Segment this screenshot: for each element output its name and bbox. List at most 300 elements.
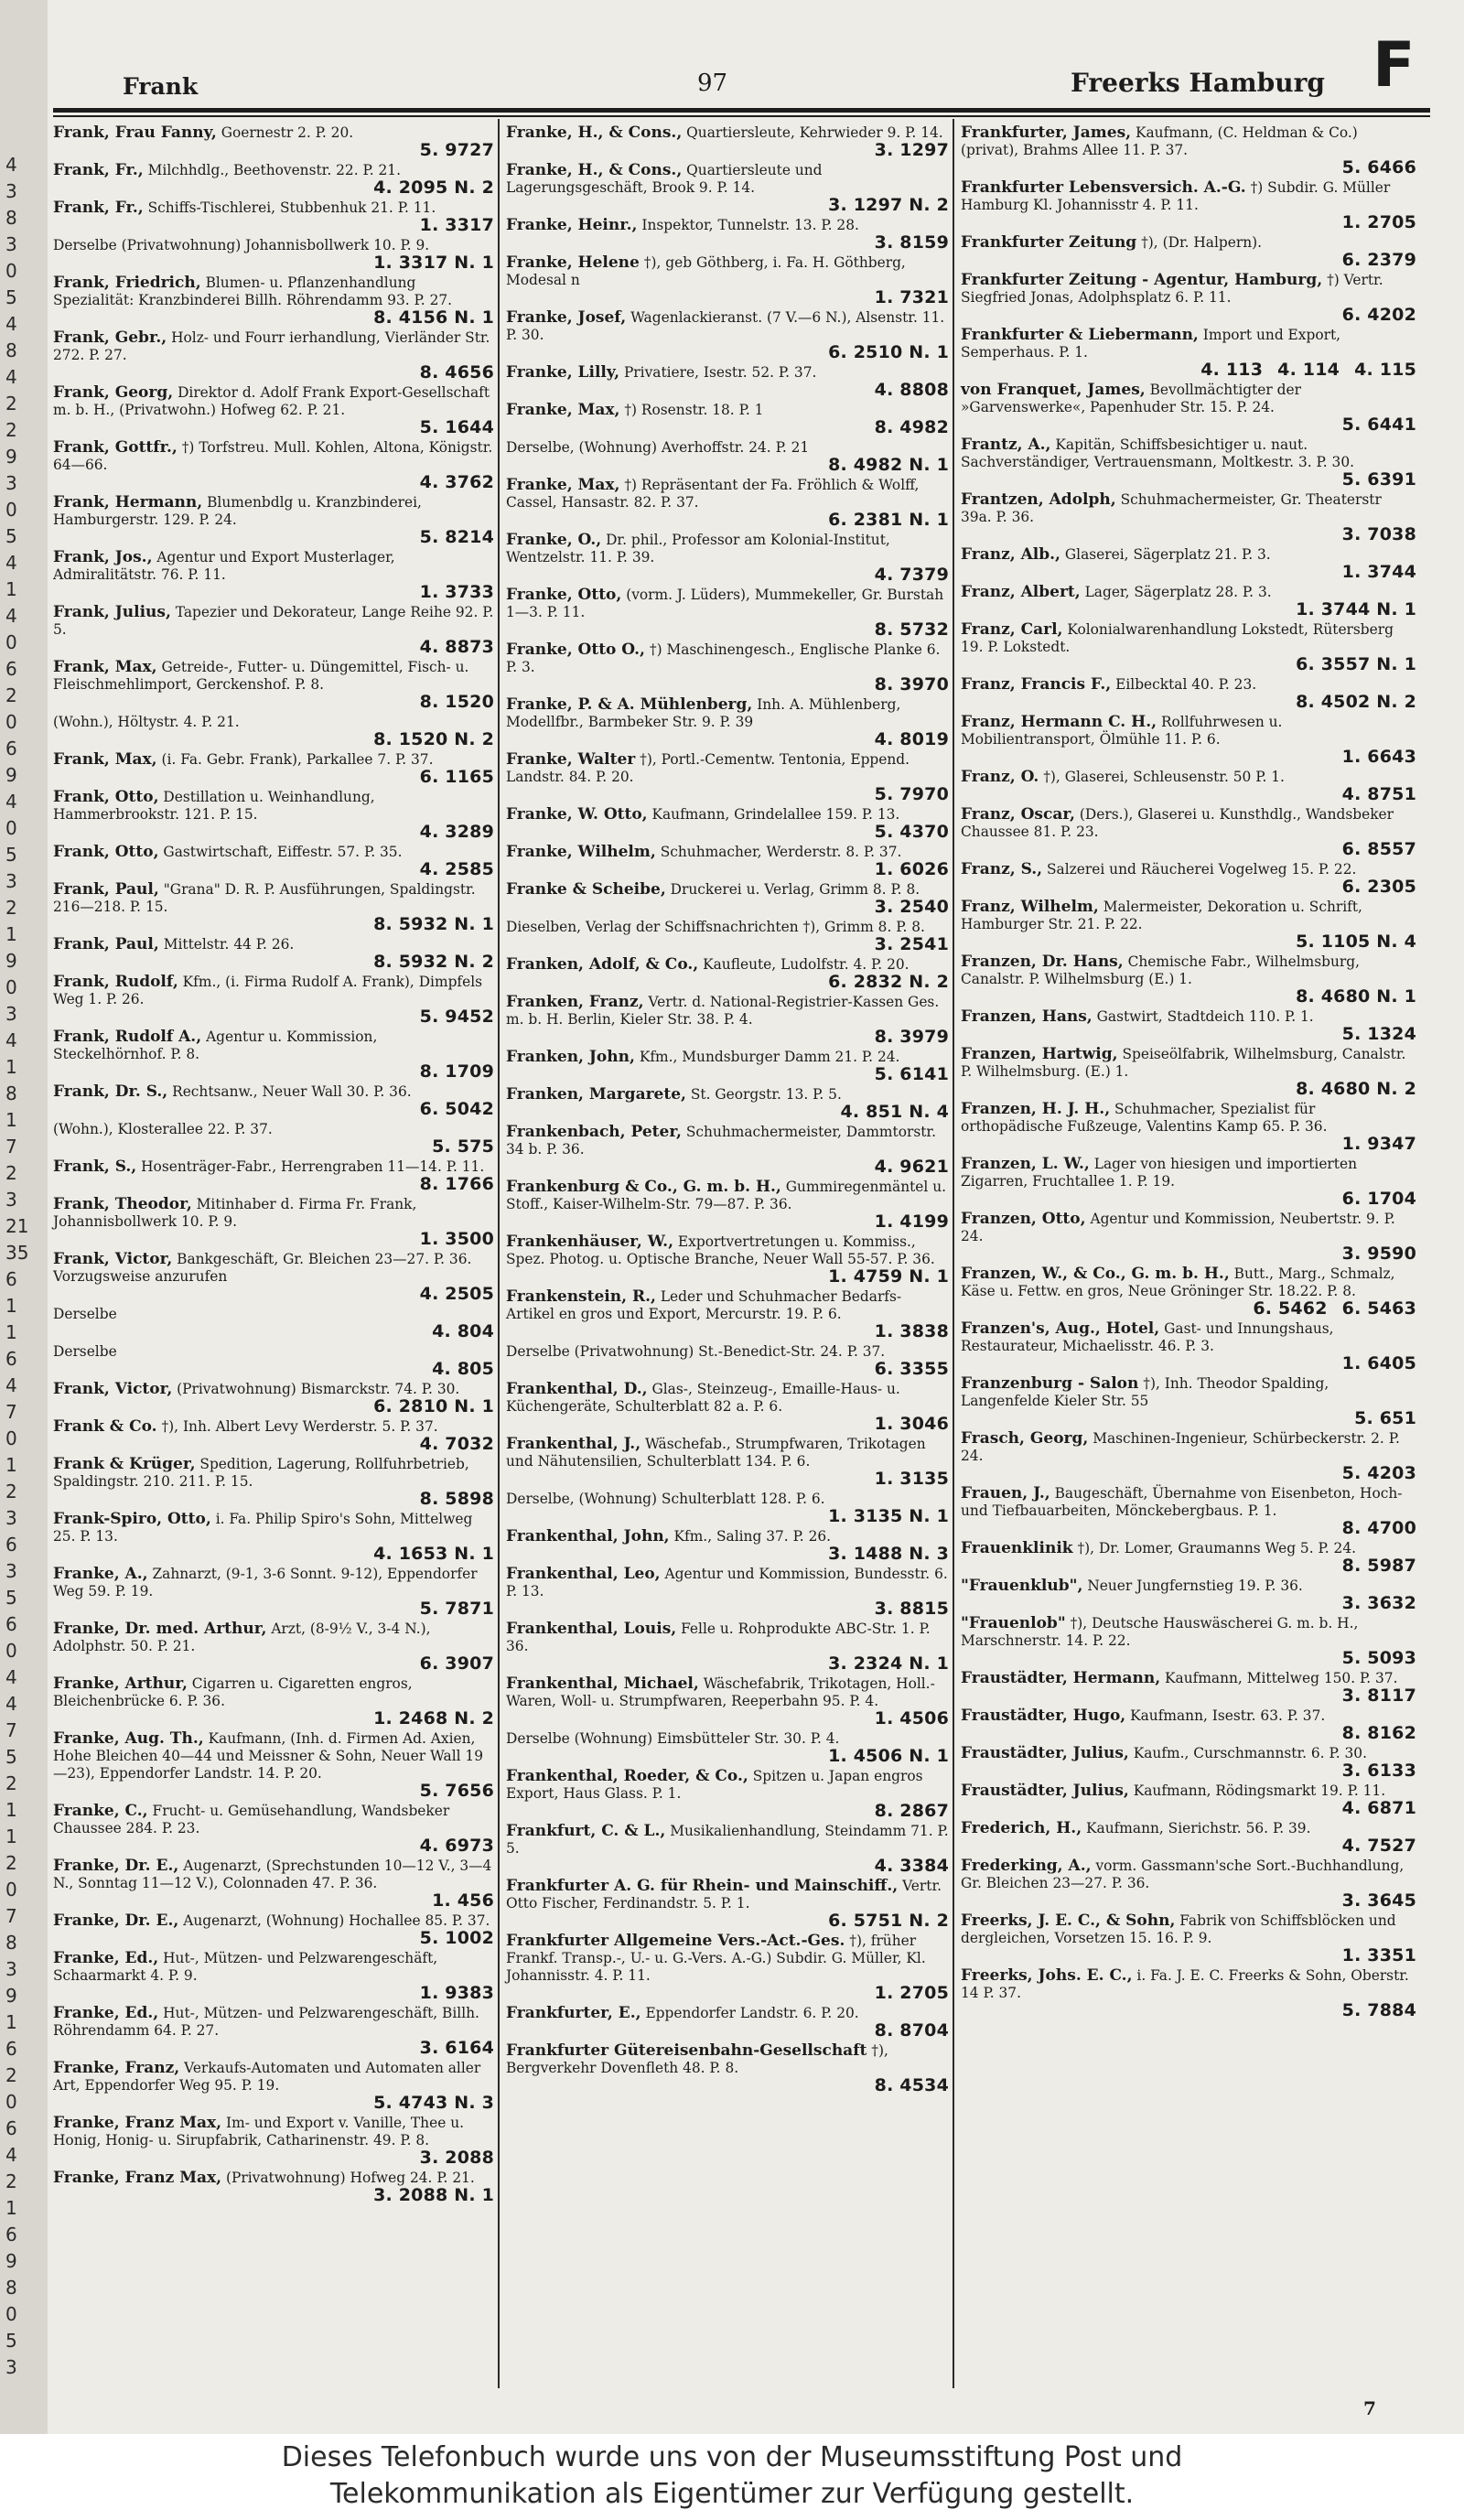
margin-fragment: 5 [5,286,17,308]
phone-number: 8. 3979 [874,1027,949,1047]
directory-entry [502,2042,949,2095]
directory-entry [502,956,949,991]
entry-name: Frankfurter Lebensversich. A.-G. [961,178,1246,197]
directory-entry [49,1381,494,1416]
directory-entry [502,641,949,694]
margin-fragment: 2 [5,1162,17,1184]
directory-entry [502,309,949,361]
directory-entry [502,587,949,639]
margin-fragment: 2 [5,1772,17,1794]
directory-entry [49,789,494,841]
entry-details: Kfm., Mundsburger Damm 21. P. 24. [639,1049,900,1065]
phone-number: 5. 9727 [419,140,494,160]
directory-entry [957,1820,1416,1855]
directory-entry [957,1670,1416,1705]
phone-number: 5. 1644 [419,417,494,437]
phone-number: 4. 1653 N. 1 [373,1544,494,1564]
directory-entry [957,272,1416,324]
entry-details: Musikalienhandlung, Steindamm 71. P. 5. [506,1823,949,1857]
entry-details: Schuhmacher, Werderstr. 8. P. 37. [660,844,902,860]
entry-details: Dr. phil., Professor am Kolonial-Institut, Wentzelstr. 11. P. 39. [506,532,890,565]
entry-name: Franke, Dr. E., [53,1857,179,1875]
phone-number: 3. 8159 [874,232,949,253]
phone-number: 6. 3355 [874,1359,949,1379]
entry-name: Franke, Heinr., [506,216,638,234]
entry-name: Franke, H., & Cons., [506,161,683,179]
margin-fragment: 1 [5,578,17,600]
phone-number: 1. 3744 N. 1 [1296,599,1416,619]
margin-fragment: 9 [5,2250,17,2272]
entry-name: Frankenbach, Peter, [506,1123,682,1141]
directory-entry [502,1675,949,1728]
entry-details: Blumen- u. Pflanzenhandlung Spezialität: Kranzbinderei Billh. Röhrendamm 93. P. 27. [53,275,453,308]
phone-number: 8. 5898 [419,1489,494,1509]
margin-fragment: 0 [5,976,17,998]
directory-entry [502,1491,949,1525]
directory-entry [49,2005,494,2057]
entry-name: Fraustädter, Hugo, [961,1707,1126,1725]
margin-fragment: 3 [5,180,17,202]
entry-details: †) Subdir. G. Müller Hamburg Kl. Johannisstr 4. P. 11. [961,179,1391,213]
phone-number: 1. 4506 [874,1708,949,1728]
margin-fragment: 4 [5,552,17,574]
entry-name: Frank, Frau Fanny, [53,124,217,142]
phone-number: 6. 8557 [1341,839,1416,859]
margin-fragment: 9 [5,764,17,786]
directory-entry [49,2115,494,2167]
entry-details: Goernestr 2. P. 20. [221,124,354,141]
phone-number: 4. 6973 [419,1836,494,1856]
directory-entry [49,2170,494,2204]
phone-number: 1. 2705 [1341,212,1416,232]
phone-number: 4. 2505 [419,1284,494,1304]
phone-number: 8. 4982 N. 1 [828,455,949,475]
entry-details: Exportvertretungen u. Kommiss., Spez. Photog. u. Optische Branche, Neuer Wall 55-57. P. 36. [506,1233,935,1267]
phone-number: 3. 6133 [1341,1761,1416,1781]
entry-details: Spitzen u. Japan engros Export, Haus Glass. P. 1. [506,1768,923,1802]
entry-name: Franzen, Otto, [961,1210,1086,1228]
phone-number: 3. 8815 [874,1599,949,1619]
entry-details: Kaufmann, Rödingsmarkt 19. P. 11. [1133,1782,1386,1799]
entry-name: Fraustädter, Hermann, [961,1669,1161,1687]
entry-name: Franke, Otto O., [506,641,645,659]
entry-name: Frankenburg & Co., G. m. b. H., [506,1178,781,1196]
margin-fragment: 2 [5,419,17,441]
entry-name: Frankfurt, C. & L., [506,1822,666,1840]
entry-details: Mittelstr. 44 P. 26. [163,936,295,953]
phone-number: 8. 8704 [874,2020,949,2041]
entry-details: Milchhdlg., Beethovenstr. 22. P. 21. [147,162,401,178]
margin-fragment: 8 [5,1082,17,1104]
entry-details: Arzt, (8-9½ V., 3-4 N.), Adolphstr. 50. P. 21. [53,1621,431,1654]
entry-name: Frankenstein, R., [506,1287,656,1306]
directory-entry [957,327,1416,379]
entry-details: Maschinen-Ingenieur, Schürbeckerstr. 2. P. 24. [961,1430,1400,1464]
entry-name: Franzen, L. W., [961,1155,1090,1173]
margin-fragment: 4 [5,605,17,627]
margin-fragment: 0 [5,711,17,733]
margin-fragment: 2 [5,2170,17,2192]
margin-fragment: 2 [5,1852,17,1874]
directory-entry [502,1049,949,1083]
margin-fragment: 3 [5,472,17,494]
entry-name: Franke, Ed., [53,1949,159,1967]
margin-fragment: 1 [5,1295,17,1317]
entry-name: Franke, Josef, [506,308,627,327]
phone-number: 5. 7970 [874,784,949,804]
margin-fragment: 2 [5,897,17,919]
directory-entry [49,714,494,748]
entry-details: Kolonialwarenhandlung Lokstedt, Rütersberg 19. P. Lokstedt. [961,621,1394,655]
entry-name: Frankenthal, J., [506,1435,641,1453]
phone-number: 8. 1520 [419,692,494,712]
entry-details: Destillation u. Weinhandlung, Hammerbrookstr. 121. P. 15. [53,789,375,823]
margin-fragment: 1 [5,1321,17,1343]
entry-details: Gummiregenmäntel u. Stoff., Kaiser-Wilhelm-Str. 79—87. P. 36. [506,1179,947,1212]
entry-name: Frankenthal, John, [506,1527,670,1545]
entry-details: Chemische Fabr., Wilhelmsburg, Canalstr. P. Wilhelmsburg (E.) 1. [961,953,1361,987]
running-head-left: Frank [123,73,199,100]
margin-fragment: 7 [5,1401,17,1423]
phone-number: 3. 2541 [874,934,949,954]
directory-entry [957,714,1416,766]
directory-entry [49,2060,494,2112]
entry-details: †), Dr. Lomer, Graumanns Weg 5. P. 24. [1077,1540,1357,1556]
entry-details: †), Bergverkehr Dovenfleth 48. P. 8. [506,2042,888,2076]
entry-name: Franke, C., [53,1802,148,1820]
phone-number: 3. 1297 [874,140,949,160]
entry-details: Agentur u. Kommission, Steckelhörnhof. P. 8. [53,1028,378,1062]
entry-name: Frank, Rudolf, [53,973,178,991]
entry-name: Frank, Friedrich, [53,274,201,292]
phone-number: 8. 4680 N. 2 [1296,1079,1416,1099]
entry-details: †), (Dr. Halpern). [1141,234,1263,251]
directory-entry [502,919,949,953]
directory-entry [957,1101,1416,1153]
phone-number: 8. 1766 [419,1174,494,1194]
phone-number: 4. 7032 [419,1434,494,1454]
margin-fragment: 5 [5,2330,17,2352]
phone-number: 8. 5932 N. 2 [373,952,494,972]
margin-fragment: 0 [5,260,17,282]
entry-details: Schuhmachermeister, Gr. Theaterstr 39a. P. 36. [961,491,1382,525]
directory-entry [49,329,494,382]
entry-details: i. Fa. J. E. C. Freerks & Sohn, Oberstr. 14 P. 37. [961,1967,1409,2001]
directory-entry [957,676,1416,711]
margin-fragment: 4 [5,2144,17,2166]
entry-name: Frank, Fr., [53,161,144,179]
directory-entry [49,1456,494,1508]
directory-entry [49,1912,494,1947]
phone-number: 1. 6405 [1341,1353,1416,1373]
directory-entry [49,1418,494,1453]
phone-number: 6. 5463 [1341,1298,1416,1319]
entry-name: Frank, Max, [53,750,157,769]
margin-fragment: 1 [5,1799,17,1821]
entry-name: Frank-Spiro, Otto, [53,1510,211,1528]
margin-fragment: 21 [5,1215,29,1237]
phone-number: 4. 9621 [874,1157,949,1177]
entry-details: Quartiersleute und Lagerungsgeschäft, Brook 9. P. 14. [506,162,823,196]
directory-entry [49,1028,494,1081]
entry-details: Vertr. Otto Fischer, Ferdinandstr. 5. P. 1. [506,1878,942,1912]
directory-entry [502,1436,949,1488]
entry-name: Franke, Lilly, [506,363,620,382]
entry-details: Hut-, Mützen- und Pelzwarengeschäft, Billh. Röhrendamm 64. P. 27. [53,2005,479,2039]
directory-entry [49,199,494,234]
margin-fragment: 6 [5,2117,17,2139]
directory-entry [502,1823,949,1875]
phone-number: 3. 2540 [874,897,949,917]
margin-fragment: 0 [5,2091,17,2113]
phone-number: 6. 1704 [1341,1189,1416,1209]
margin-fragment: 6 [5,1268,17,1290]
entry-details: Im- und Export v. Vanille, Thee u. Honig, Honig- u. Sirupfabrik, Catharinenstr. 49. P. 8. [53,2115,465,2148]
phone-number: 1. 2468 N. 2 [373,1708,494,1728]
margin-fragment: 0 [5,1427,17,1449]
entry-name: Franke, A., [53,1565,148,1583]
phone-number: 3. 3632 [1341,1593,1416,1613]
entry-details: Fabrik von Schiffsblöcken und dergleichen, Vorsetzen 15. 16. P. 9. [961,1912,1396,1946]
entry-details: Vertr. d. National-Registrier-Kassen Ges. m. b. H. Berlin, Kieler Str. 38. P. 4. [506,994,940,1028]
phone-number: 5. 8214 [419,527,494,547]
margin-fragment: 1 [5,2197,17,2219]
phonebook-page [48,0,1464,2434]
phone-number: 4. 8873 [419,637,494,657]
margin-fragment: 0 [5,1640,17,1662]
phone-number: 4. 6871 [1341,1798,1416,1818]
directory-entry [957,1320,1416,1373]
directory-entry [502,1233,949,1286]
entry-name: Frank, Jos., [53,548,153,566]
running-head-right: Freerks Hamburg [1071,68,1325,98]
directory-entry [957,1707,1416,1742]
directory-entry [502,751,949,803]
entry-details: Derselbe [53,1343,117,1360]
margin-fragment: 4 [5,791,17,813]
entry-details: Quartiersleute, Kehrwieder 9. P. 14. [686,124,943,141]
phone-number: 8. 1520 N. 2 [373,729,494,749]
phone-number: 1. 6026 [874,859,949,879]
entry-name: Franz, O. [961,768,1039,786]
entry-name: Frank, Rudolf A., [53,1028,202,1046]
column-divider [498,119,500,2388]
phone-number: 4. 115 [1354,360,1416,380]
margin-fragment: 0 [5,817,17,839]
entry-details: Derselbe (Privatwohnung) Johannisbollwerk 10. P. 9. [53,237,430,253]
entry-name: Franke, Franz Max, [53,2169,222,2187]
entry-details: Glaserei, Sägerplatz 21. P. 3. [1064,546,1271,563]
margin-fragment: 1 [5,1825,17,1847]
entry-name: Frederich, H., [961,1819,1082,1837]
phone-number: 8. 3970 [874,674,949,695]
phone-number: 3. 6164 [419,2038,494,2058]
entry-details: Direktor d. Adolf Frank Export-Gesellschaft m. b. H., (Privatwohn.) Hofweg 62. P. 21. [53,384,490,418]
margin-fragment: 5 [5,844,17,866]
directory-entry [49,881,494,933]
phone-number: 3. 2088 N. 1 [373,2185,494,2205]
directory-entry [49,1306,494,1341]
entry-name: von Franquet, James, [961,381,1146,399]
entry-name: Frankfurter Zeitung [961,233,1137,252]
directory-entry [49,1950,494,2002]
margin-fragment: 3 [5,1507,17,1529]
phone-number: 1. 3838 [874,1321,949,1341]
phone-number: 3. 2088 [419,2148,494,2168]
entry-details: Wäschefabrik, Trikotagen, Holl.-Waren, Woll- u. Strumpfwaren, Reeperbahn 95. P. 4. [506,1675,935,1709]
entry-name: Franzen, Hans, [961,1007,1093,1026]
page-number: 97 [697,70,728,97]
phone-number: 5. 6441 [1341,415,1416,435]
phone-number: 5. 6391 [1341,469,1416,490]
phone-number: 4. 3289 [419,822,494,842]
directory-entry [49,751,494,786]
directory-entry [502,1381,949,1433]
phone-number: 1. 3733 [419,582,494,602]
entry-details: Inspektor, Tunnelstr. 13. P. 28. [641,217,859,233]
margin-fragment: 1 [5,2011,17,2033]
phone-number: 8. 2867 [874,1801,949,1821]
margin-fragment: 4 [5,1666,17,1688]
entry-name: Frankenthal, Louis, [506,1620,677,1638]
ownership-notice [0,2434,1464,2520]
entry-details: Neuer Jungfernstieg 19. P. 36. [1087,1578,1303,1594]
phone-number: 1. 4199 [874,1212,949,1232]
entry-name: Frank, Otto, [53,843,159,861]
directory-entry [957,179,1416,232]
entry-name: Franke, Arthur, [53,1675,188,1693]
margin-fragment: 3 [5,233,17,255]
directory-entry [502,1343,949,1378]
entry-name: Franken, Margarete, [506,1085,686,1104]
margin-fragment: 6 [5,2224,17,2245]
entry-name: Frauenklinik [961,1539,1073,1557]
directory-entry [49,974,494,1026]
directory-entry [49,1858,494,1910]
directory-entry [49,1343,494,1378]
entry-details: Derselbe (Wohnung) Eimsbütteler Str. 30. P. 4. [506,1730,840,1747]
phone-number: 4. 8808 [874,380,949,400]
directory-entry [957,1967,1416,2019]
phone-number: 5. 4203 [1341,1463,1416,1483]
entry-name: Fraustädter, Julius, [961,1744,1129,1762]
directory-entry [502,881,949,916]
directory-entry [957,953,1416,1006]
directory-entry [957,234,1416,269]
phone-number: 1. 456 [432,1890,494,1911]
entry-name: Franken, John, [506,1048,635,1066]
phone-number: 3. 1297 N. 2 [828,195,949,215]
entry-details: Kaufmann, Grindelallee 159. P. 13. [651,806,900,823]
directory-entry [957,1782,1416,1817]
entry-details: Kaufmann, (Inh. d. Firmen Ad. Axien, Hohe Bleichen 40—44 und Meissner & Sohn, Neuer Wall 19—23), Eppendorfer Landstr. 14. P. 20. [53,1730,484,1782]
entry-name: Frederking, A., [961,1857,1092,1875]
entry-name: Franken, Adolf, & Co., [506,955,699,974]
phone-number: 8. 4156 N. 1 [373,307,494,328]
entry-name: Frank, Victor, [53,1250,173,1268]
margin-fragment: 6 [5,738,17,759]
entry-name: Frank, Gottfr., [53,438,178,457]
entry-details: Eppendorfer Landstr. 6. P. 20. [645,2005,859,2021]
entry-name: Frank, Fr., [53,199,144,217]
entry-details: †), Deutsche Hauswäscherei G. m. b. H., Marschnerstr. 14. P. 22. [961,1615,1359,1649]
entry-name: Frankfurter Zeitung - Agentur, Hamburg, [961,271,1323,289]
margin-fragment: 3 [5,1560,17,1582]
notice-line-1: Dieses Telefonbuch wurde uns von der Museumsstiftung Post und [281,2441,1183,2473]
phone-number: 3. 3645 [1341,1890,1416,1911]
phone-number: 5. 7871 [419,1599,494,1619]
phone-number: 3. 8117 [1341,1685,1416,1706]
entry-details: Blumenbdlg u. Kranzbinderei, Hamburgerstr. 129. P. 24. [53,494,422,528]
entry-name: Franzen, W., & Co., G. m. b. H., [961,1265,1230,1283]
entry-details: Augenarzt, (Wohnung) Hochallee 85. P. 37. [183,1912,490,1929]
directory-entry [957,584,1416,619]
directory-entry [957,899,1416,951]
entry-details: vorm. Gassmann'sche Sort.-Buchhandlung, Gr. Bleichen 23—27. P. 36. [961,1858,1405,1891]
entry-details: i. Fa. Philip Spiro's Sohn, Mittelweg 25. P. 13. [53,1511,473,1545]
entry-details: Kaufmann, Mittelweg 150. P. 37. [1165,1670,1398,1686]
phone-number: 1. 9383 [419,1983,494,2003]
phone-number: 6. 1165 [419,767,494,787]
entry-details: †), Portl.-Cementw. Tentonia, Eppend. Landstr. 84. P. 20. [506,751,910,785]
phone-number: 5. 651 [1354,1408,1416,1428]
entry-name: Frank, Hermann, [53,493,203,512]
directory-entry [957,1430,1416,1482]
column-divider [953,119,954,2388]
phone-number: 8. 4680 N. 1 [1296,986,1416,1007]
entry-name: Frank, Gebr., [53,328,167,347]
entry-details: Butt., Marg., Schmalz, Käse u. Fettw. en gros, Neue Gröninger Str. 18.22. P. 8. [961,1265,1395,1299]
directory-entry [49,1803,494,1855]
notice-line-2: Telekommunikation als Eigentümer zur Verfügung gestellt. [329,2478,1135,2510]
phone-number: 4. 7527 [1341,1836,1416,1856]
entry-details: †), Inh. Albert Levy Werderstr. 5. P. 37. [161,1418,438,1435]
margin-fragment: 5 [5,1587,17,1609]
directory-entry [502,1528,949,1563]
margin-fragment: 4 [5,154,17,176]
phone-number: 3. 2324 N. 1 [828,1653,949,1674]
entry-details: Salzerei und Räucherei Vogelweg 15. P. 22. [1047,861,1357,878]
entry-details: Leder und Schuhmacher Bedarfs-Artikel en gros und Export, Mercurstr. 19. P. 6. [506,1288,902,1322]
header-rule-thin [53,115,1430,117]
entry-name: "Frauenklub", [961,1577,1083,1595]
entry-details: Schiffs-Tischlerei, Stubbenhuk 21. P. 11. [147,199,436,216]
entry-name: Franzen, Hartwig, [961,1045,1118,1063]
entry-details: Tapezier und Dekorateur, Lange Reihe 92. P. 5. [53,604,494,638]
directory-entry [957,491,1416,544]
directory-entry [957,1046,1416,1098]
directory-entry [502,1621,949,1673]
entry-name: Franke & Scheibe, [506,880,666,899]
margin-fragment: 9 [5,1985,17,2007]
phone-number: 6. 5042 [419,1099,494,1119]
phone-number: 4. 3384 [874,1856,949,1876]
phone-number: 1. 4506 N. 1 [828,1746,949,1766]
margin-fragment: 3 [5,1003,17,1025]
directory-entry [502,124,949,159]
entry-name: Frankfurter Gütereisenbahn-Gesellschaft [506,2041,867,2060]
phone-number: 6. 5751 N. 2 [828,1911,949,1931]
entry-details: Kapitän, Schiffsbesichtiger u. naut. Sachverständiger, Vertrauensmann, Moltkestr. 3. P. 30. [961,436,1355,470]
phone-number: 1. 2705 [874,1983,949,2003]
directory-entry [49,604,494,656]
entry-name: Frank & Co. [53,1417,157,1436]
entry-name: Freerks, Johs. E. C., [961,1966,1133,1985]
directory-entry [957,806,1416,858]
margin-fragment: 6 [5,1534,17,1556]
phone-number: 4. 804 [432,1321,494,1341]
entry-details: Lager von hiesigen und importierten Zigarren, Fruchtallee 1. P. 19. [961,1156,1357,1190]
